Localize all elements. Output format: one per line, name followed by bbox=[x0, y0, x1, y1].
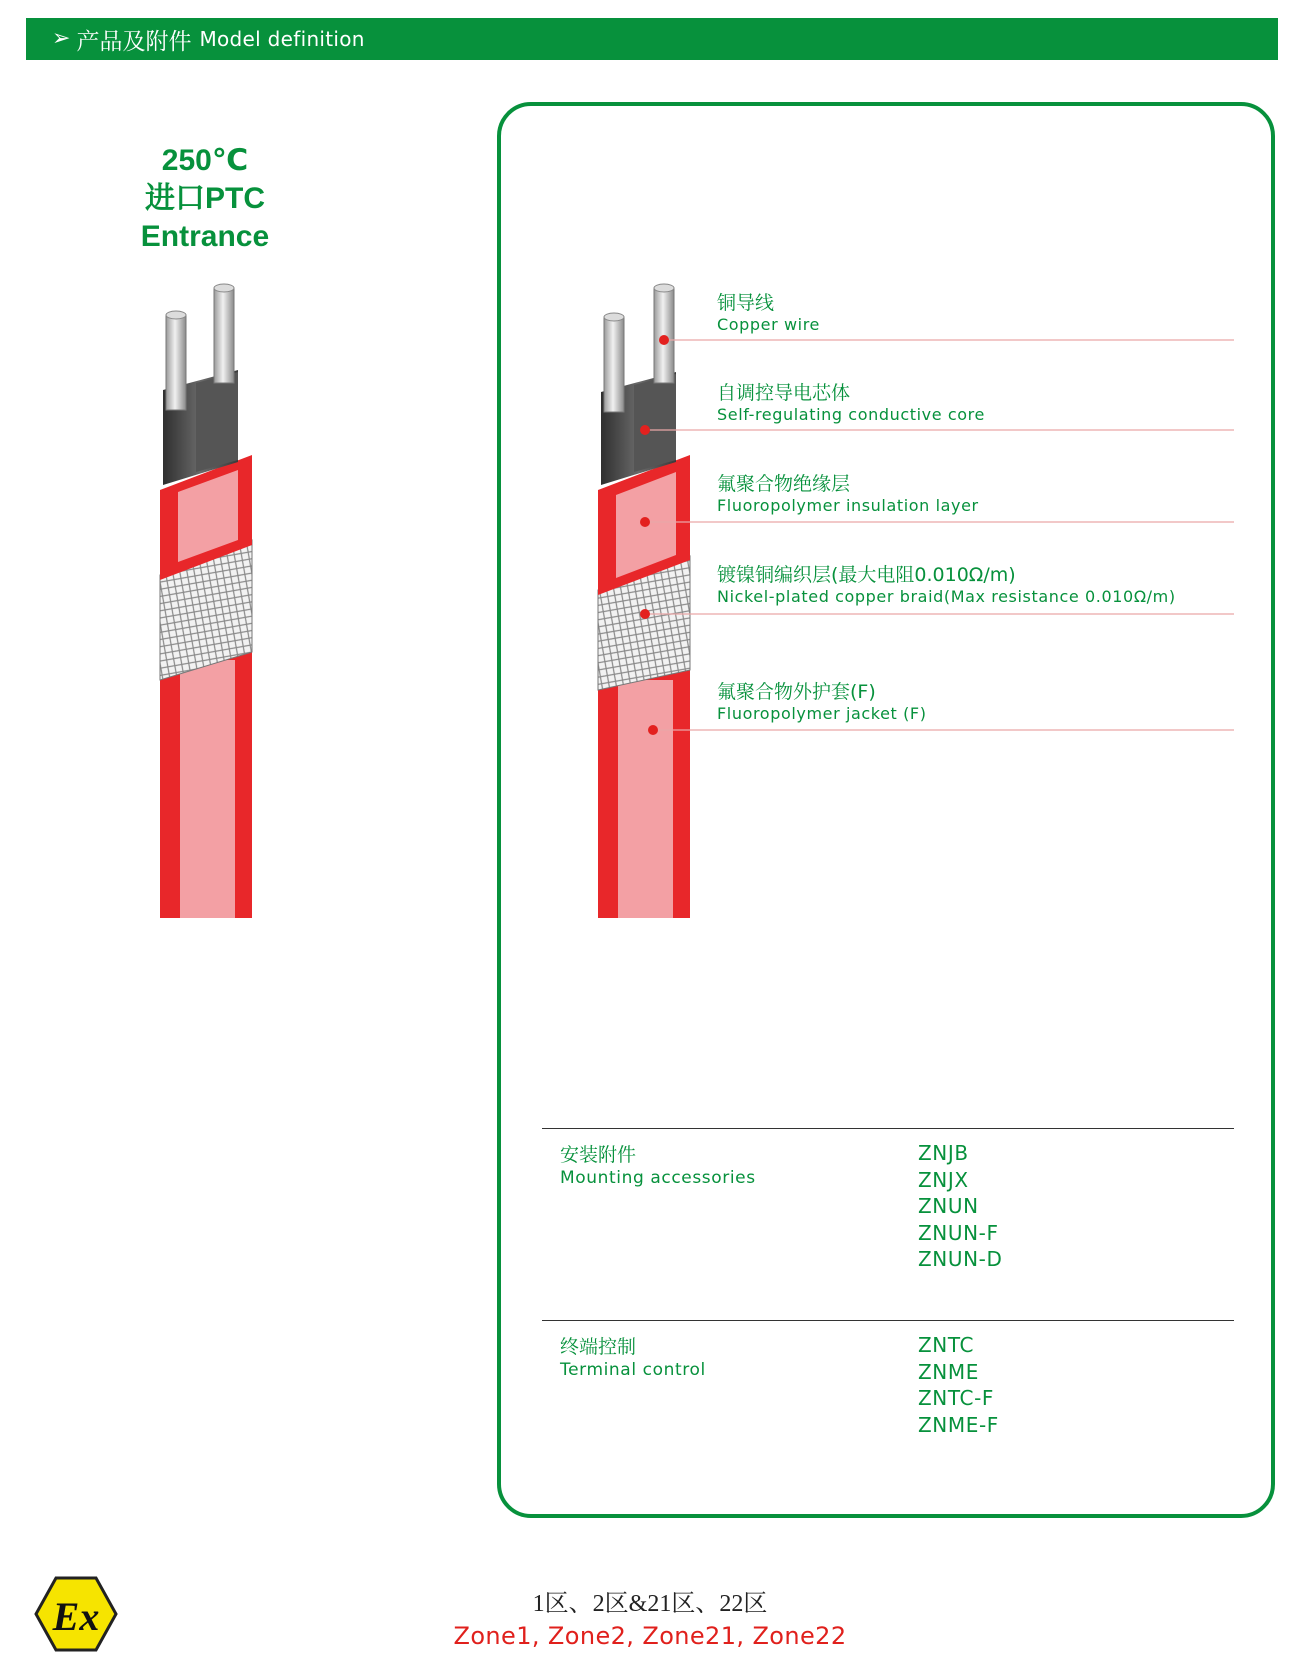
code-item: ZNME bbox=[918, 1359, 979, 1384]
layer-label-copper-wire: 铜导线 Copper wire bbox=[717, 292, 820, 334]
arrow-icon: ➢ bbox=[52, 26, 71, 51]
code-item: ZNUN bbox=[918, 1194, 979, 1218]
code-item: ZNUN-F bbox=[918, 1220, 999, 1245]
divider-terminal bbox=[542, 1320, 1234, 1321]
marker-insulation bbox=[640, 517, 650, 527]
code-item: ZNJX bbox=[918, 1167, 969, 1192]
marker-braid bbox=[640, 609, 650, 619]
layer-label-insulation: 氟聚合物绝缘层 Fluoropolymer insulation layer bbox=[717, 473, 979, 515]
divider-mounting bbox=[542, 1128, 1234, 1129]
layer-label-braid: 镀镍铜编织层(最大电阻0.010Ω/m) Nickel-plated copper braid(Max resistance 0.010Ω/m) bbox=[717, 564, 1176, 606]
marker-copper-wire bbox=[659, 335, 669, 345]
layer-label-jacket: 氟聚合物外护套(F) Fluoropolymer jacket (F) bbox=[717, 681, 927, 723]
code-item: ZNME-F bbox=[918, 1412, 999, 1437]
code-item: ZNJB bbox=[918, 1141, 969, 1165]
zones-cn: 1区、2区&21区、22区 bbox=[532, 1591, 768, 1617]
code-item: ZNUN-D bbox=[918, 1247, 1003, 1271]
layer-label-core: 自调控导电芯体 Self-regulating conductive core bbox=[717, 382, 985, 424]
marker-core bbox=[640, 425, 650, 435]
code-item: ZNTC bbox=[918, 1333, 975, 1357]
code-item: ZNTC-F bbox=[918, 1386, 994, 1410]
cable-illustration-right bbox=[598, 284, 690, 918]
ptc-source-en: Entrance bbox=[140, 220, 270, 253]
zones-en: Zone1, Zone2, Zone21, Zone22 bbox=[453, 1622, 847, 1650]
marker-jacket bbox=[648, 725, 658, 735]
ptc-source: 进口PTC bbox=[145, 182, 265, 215]
section-title-en: Model definition bbox=[199, 27, 365, 51]
mounting-accessories-codes bbox=[918, 1140, 1002, 1273]
section-title-cn: 产品及附件 bbox=[76, 28, 192, 55]
mounting-accessories-label: 安装附件 Mounting accessories bbox=[560, 1144, 756, 1188]
temperature-rating: 250℃ bbox=[161, 144, 249, 177]
terminal-control-codes bbox=[918, 1332, 999, 1438]
terminal-control-label: 终端控制 Terminal control bbox=[560, 1336, 706, 1380]
cable-illustration-left bbox=[160, 284, 252, 918]
ex-logo-text: Ex bbox=[52, 1594, 100, 1639]
